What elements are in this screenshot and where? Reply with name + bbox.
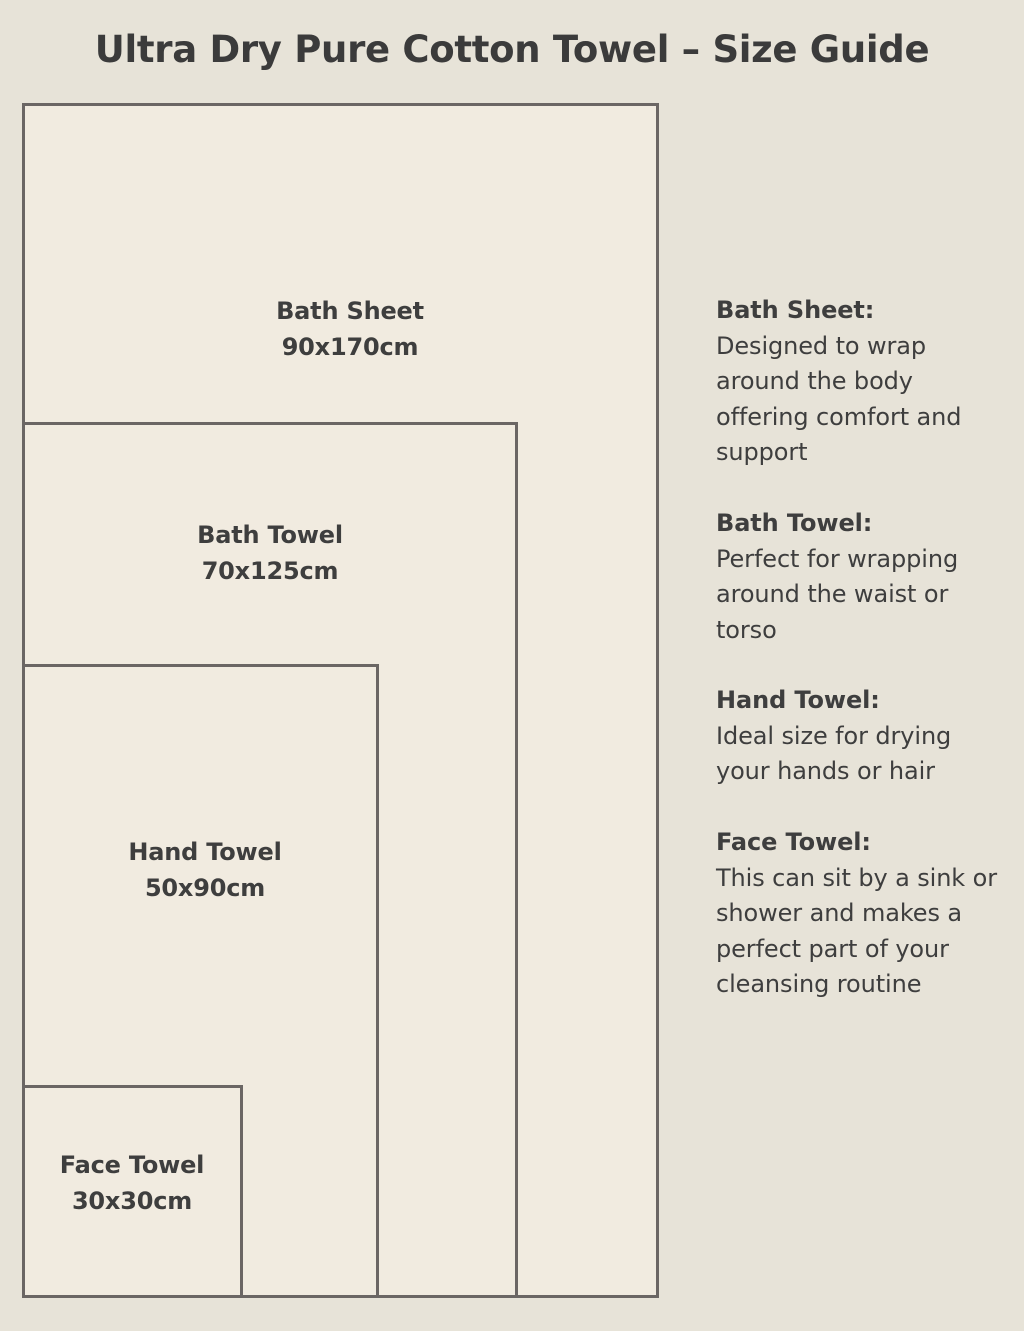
face-towel-description <box>716 825 1006 1003</box>
page-title: Ultra Dry Pure Cotton Towel – Size Guide <box>94 28 930 71</box>
bath-sheet-label <box>200 293 500 365</box>
hand-towel-name: Hand Towel <box>128 838 282 866</box>
bath-towel-description-text: Perfect for wrapping around the waist or torso <box>716 544 959 644</box>
hand-towel-description-text: Ideal size for drying your hands or hair <box>716 721 952 785</box>
face-towel-label <box>32 1147 232 1219</box>
bath-sheet-description-title: Bath Sheet: <box>716 296 875 324</box>
bath-sheet-description-text: Designed to wrap around the body offering comfort and support <box>716 331 962 466</box>
bath-sheet-name: Bath Sheet <box>276 297 424 325</box>
face-towel-description-text: This can sit by a sink or shower and makes a perfect part of your cleansing routine <box>716 863 997 998</box>
hand-towel-description <box>716 683 966 790</box>
face-towel-size: 30x30cm <box>71 1187 193 1215</box>
hand-towel-label <box>55 834 355 906</box>
hand-towel-description-title: Hand Towel: <box>716 686 880 714</box>
bath-sheet-size: 90x170cm <box>281 333 419 361</box>
bath-towel-name: Bath Towel <box>197 521 343 549</box>
hand-towel-size: 50x90cm <box>144 874 266 902</box>
face-towel-name: Face Towel <box>59 1151 205 1179</box>
face-towel-description-title: Face Towel: <box>716 828 871 856</box>
bath-towel-description-title: Bath Towel: <box>716 509 873 537</box>
bath-towel-description <box>716 506 976 648</box>
bath-sheet-description <box>716 293 976 471</box>
bath-towel-size: 70x125cm <box>201 557 339 585</box>
bath-towel-label <box>120 517 420 589</box>
